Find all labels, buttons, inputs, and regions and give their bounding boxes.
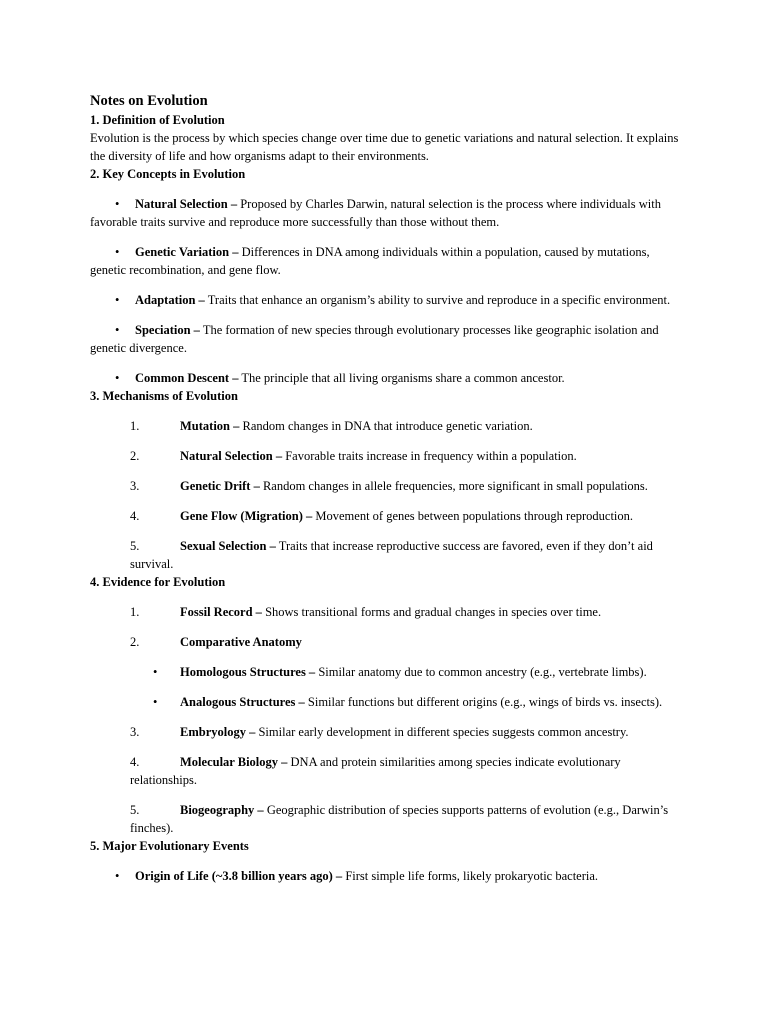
- term: Comparative Anatomy: [180, 635, 302, 649]
- list-item: [90, 723, 680, 741]
- list-item: [90, 369, 680, 387]
- term: Sexual Selection –: [180, 539, 276, 553]
- term: Speciation –: [135, 323, 200, 337]
- document-title: Notes on Evolution: [90, 93, 208, 109]
- item-number: 3.: [130, 725, 140, 739]
- description: Favorable traits increase in frequency within a population.: [282, 449, 577, 463]
- item-number: 5.: [130, 539, 140, 553]
- item-number: 3.: [130, 479, 140, 493]
- description: The formation of new species through evolutionary processes like geographic isolation and genetic divergence.: [90, 323, 659, 355]
- bullet-icon: •: [153, 665, 158, 679]
- evidence-list-continued: [90, 723, 680, 837]
- term: Common Descent –: [135, 371, 239, 385]
- bullet-icon: •: [115, 371, 120, 385]
- list-item: [90, 693, 680, 711]
- list-item: [90, 447, 680, 465]
- item-number: 5.: [130, 803, 140, 817]
- bullet-icon: •: [115, 293, 120, 307]
- section-heading-key-concepts: 2. Key Concepts in Evolution: [90, 167, 246, 181]
- bullet-icon: •: [115, 869, 120, 883]
- list-item: [90, 321, 680, 357]
- description: Similar early development in different species suggests common ancestry.: [255, 725, 629, 739]
- bullet-icon: •: [115, 323, 120, 337]
- definition-paragraph: Evolution is the process by which species change over time due to genetic variations and natural selection. It explains the diversity of life and how organisms adapt to their environments.: [90, 131, 679, 163]
- description: DNA and protein similarities among species indicate evolutionary relationships.: [130, 755, 621, 787]
- term: Natural Selection –: [180, 449, 283, 463]
- list-item: [90, 537, 680, 573]
- description: Traits that increase reproductive success are favored, even if they don’t aid survival.: [130, 539, 653, 571]
- document-page: [90, 92, 680, 885]
- major-events-list: [90, 867, 680, 885]
- section-heading-definition: 1. Definition of Evolution: [90, 113, 225, 127]
- anatomy-sublist: [90, 663, 680, 711]
- description: Proposed by Charles Darwin, natural selection is the process where individuals with favorable traits survive and reproduce more successfully than those without them.: [90, 197, 661, 229]
- mechanisms-list: [90, 417, 680, 573]
- item-number: 1.: [130, 605, 140, 619]
- bullet-icon: •: [115, 197, 120, 211]
- key-concepts-list: [90, 195, 680, 387]
- term: Origin of Life (~3.8 billion years ago) –: [135, 869, 343, 883]
- section-heading-mechanisms: 3. Mechanisms of Evolution: [90, 389, 238, 403]
- term: Genetic Variation –: [135, 245, 239, 259]
- list-item: [90, 801, 680, 837]
- bullet-icon: •: [153, 695, 158, 709]
- description: Differences in DNA among individuals within a population, caused by mutations, genetic recombination, and gene flow.: [90, 245, 650, 277]
- description: Movement of genes between populations through reproduction.: [312, 509, 634, 523]
- term: Genetic Drift –: [180, 479, 260, 493]
- item-number: 4.: [130, 509, 140, 523]
- term: Gene Flow (Migration) –: [180, 509, 313, 523]
- term: Adaptation –: [135, 293, 205, 307]
- description: Geographic distribution of species supports patterns of evolution (e.g., Darwin’s finches).: [130, 803, 669, 835]
- list-item: [90, 753, 680, 789]
- list-item: [90, 417, 680, 435]
- evidence-list: [90, 603, 680, 651]
- list-item: [90, 477, 680, 495]
- description: Shows transitional forms and gradual changes in species over time.: [261, 605, 602, 619]
- list-item: [90, 633, 680, 651]
- section-heading-evidence: 4. Evidence for Evolution: [90, 575, 226, 589]
- list-item: [90, 195, 680, 231]
- description: Similar anatomy due to common ancestry (e.g., vertebrate limbs).: [315, 665, 647, 679]
- list-item: [90, 507, 680, 525]
- description: First simple life forms, likely prokaryotic bacteria.: [342, 869, 599, 883]
- item-number: 1.: [130, 419, 140, 433]
- list-item: [90, 243, 680, 279]
- term: Homologous Structures –: [180, 665, 316, 679]
- description: Traits that enhance an organism’s ability to survive and reproduce in a specific environment.: [204, 293, 671, 307]
- item-number: 2.: [130, 449, 140, 463]
- term: Fossil Record –: [180, 605, 262, 619]
- term: Molecular Biology –: [180, 755, 288, 769]
- item-number: 4.: [130, 755, 140, 769]
- section-heading-major-events: 5. Major Evolutionary Events: [90, 839, 249, 853]
- term: Natural Selection –: [135, 197, 238, 211]
- term: Biogeography –: [180, 803, 264, 817]
- description: Random changes in DNA that introduce genetic variation.: [239, 419, 533, 433]
- bullet-icon: •: [115, 245, 120, 259]
- term: Embryology –: [180, 725, 256, 739]
- item-number: 2.: [130, 635, 140, 649]
- list-item: [90, 603, 680, 621]
- description: Random changes in allele frequencies, more significant in small populations.: [259, 479, 648, 493]
- description: The principle that all living organisms share a common ancestor.: [238, 371, 565, 385]
- list-item: [90, 867, 680, 885]
- description: Similar functions but different origins (e.g., wings of birds vs. insects).: [304, 695, 663, 709]
- term: Analogous Structures –: [180, 695, 305, 709]
- list-item: [90, 291, 680, 309]
- list-item: [90, 663, 680, 681]
- term: Mutation –: [180, 419, 240, 433]
